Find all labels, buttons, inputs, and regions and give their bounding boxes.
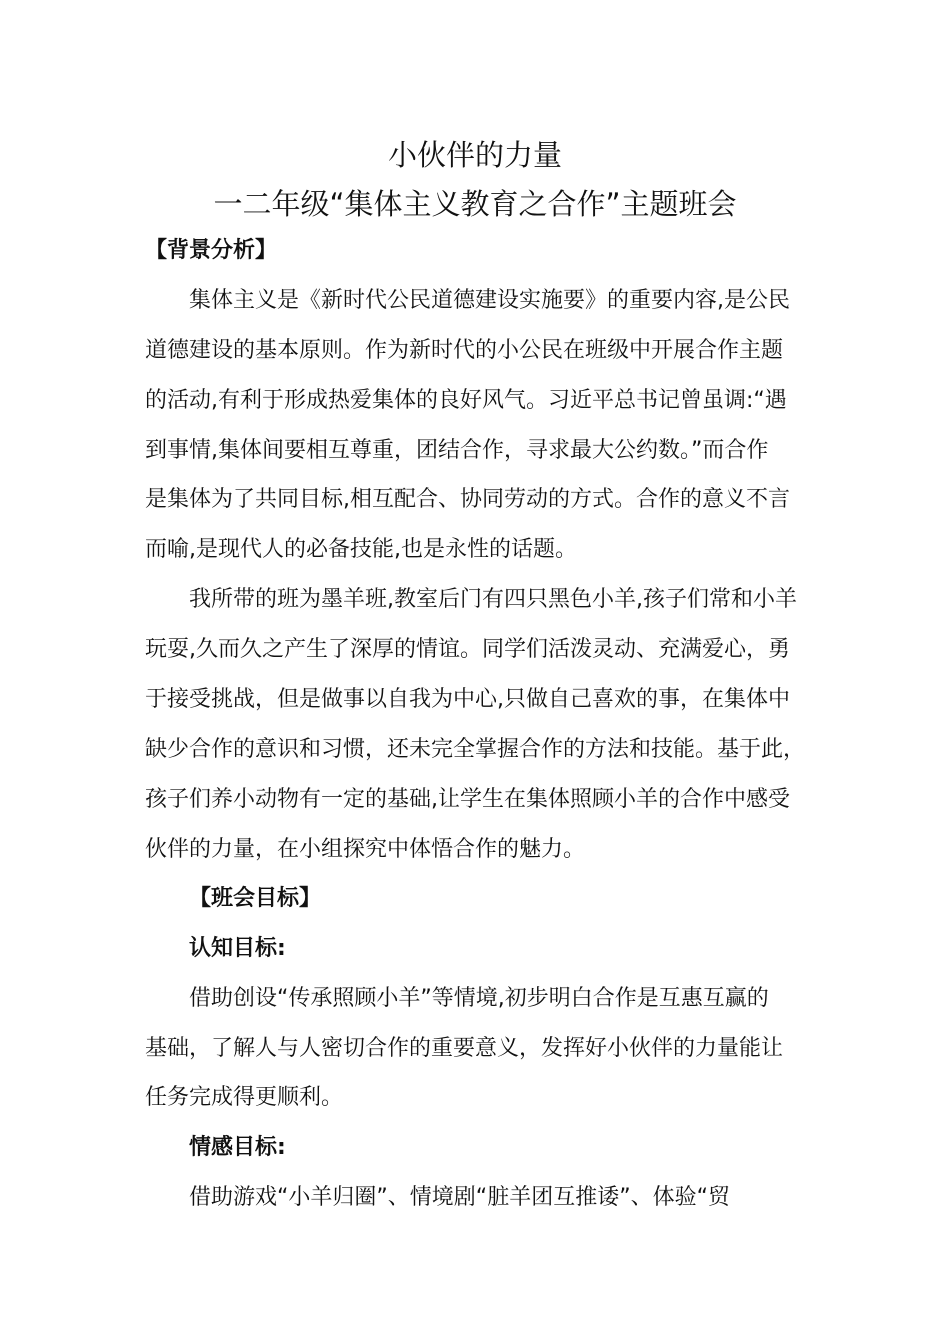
text-line: 而喻,是现代人的必备技能,也是永性的话题。 [145,537,577,562]
text-line: 借助游戏“小羊归圈”、情境剧“脏羊团互推诿”、体验“贸 [189,1185,730,1210]
text-line: 玩耍,久而久之产生了深厚的情谊。同学们活泼灵动、充满爱心，勇 [145,637,790,662]
goals-heading: 【班会目标】 [189,886,322,911]
text-line: 伙伴的力量，在小组探究中体悟合作的魅力。 [145,837,586,862]
text-line: 基础，了解人与人密切合作的重要意义，发挥好小伙伴的力量能让 [145,1036,784,1061]
background-heading: 【背景分析】 [145,238,278,263]
text-line: 的活动,有利于形成热爱集体的良好风气。习近平总书记曾虽调:“遇 [145,388,787,413]
text-line: 于接受挑战，但是做事以自我为中心,只做自己喜欢的事，在集体中 [145,687,790,712]
text-line: 我所带的班为墨羊班,教室后门有四只黑色小羊,孩子们常和小羊 [189,587,797,612]
text-line: 借助创设“传承照顾小羊”等情境,初步明白合作是互惠互赢的 [189,986,769,1011]
text-line: 到事情,集体间要相互尊重，团结合作，寻求最大公约数。”而合作 [145,438,769,463]
text-line: 是集体为了共同目标,相互配合、协同劳动的方式。合作的意义不言 [145,487,790,512]
page-subtitle: 一二年级“集体主义教育之合作”主题班会 [213,187,737,221]
text-line: 道德建设的基本原则。作为新时代的小公民在班级中开展合作主题 [145,338,784,363]
page-title: 小伙伴的力量 [387,138,562,172]
emotional-heading: 情感目标: [189,1135,286,1160]
cognitive-heading: 认知目标: [189,936,286,961]
text-line: 任务完成得更顺利。 [145,1085,344,1110]
text-line: 集体主义是《新时代公民道德建设实施要》的重要内容,是公民 [189,288,790,313]
text-line: 缺少合作的意识和习惯，还未完全掌握合作的方法和技能。基于此， [145,737,806,762]
text-line: 孩子们养小动物有一定的基础,让学生在集体照顾小羊的合作中感受 [145,787,790,812]
